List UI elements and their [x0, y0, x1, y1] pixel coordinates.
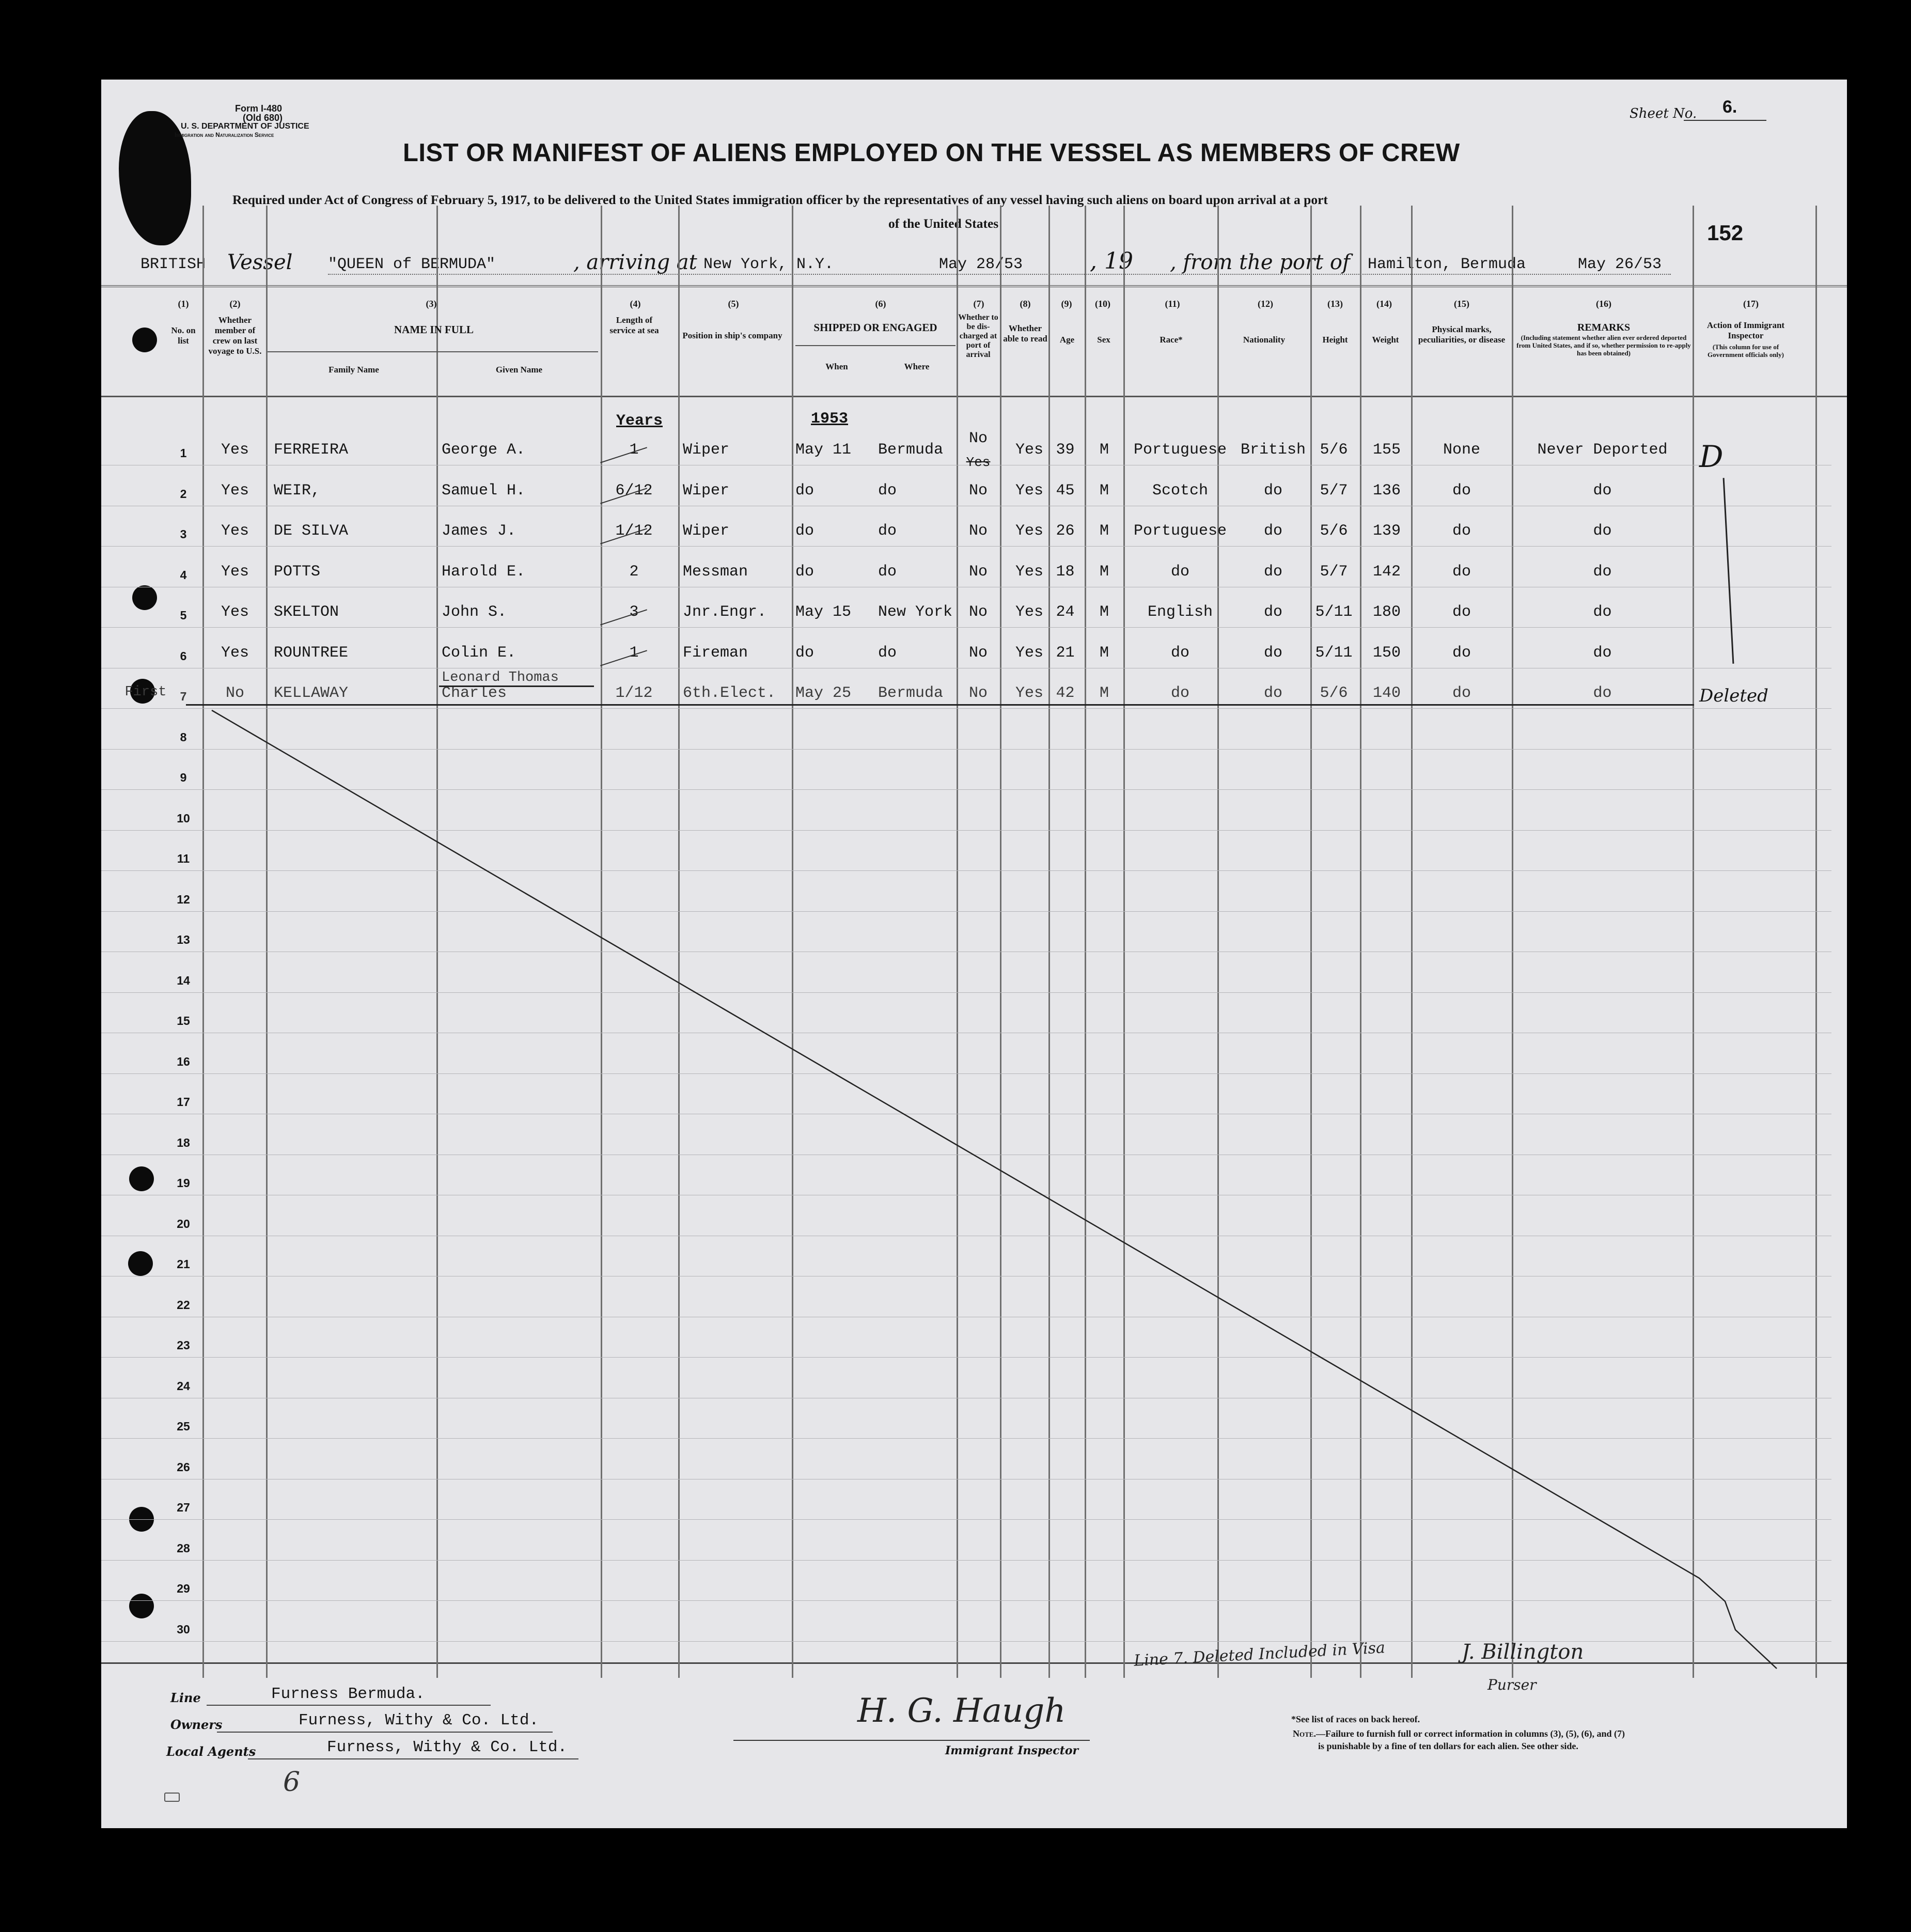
cell-read: Yes: [1015, 563, 1043, 581]
cell-marks: do: [1452, 522, 1471, 540]
cell-no: 5: [180, 609, 187, 622]
years-heading: Years: [616, 412, 663, 430]
footer-handwritten-number: 6: [283, 1767, 301, 1798]
col-number: (15): [1454, 299, 1469, 309]
union-label: [164, 1793, 180, 1802]
cell-remarks: do: [1593, 522, 1612, 540]
line-number: 25: [177, 1420, 190, 1433]
cell-member: Yes: [221, 441, 249, 459]
cell-family: KELLAWAY: [274, 684, 349, 702]
row-rule: [101, 1073, 1831, 1074]
cell-when: do: [795, 644, 814, 662]
cell-service: 2: [629, 563, 639, 581]
column-rule: [1000, 206, 1001, 1678]
cell-member: Yes: [221, 563, 249, 581]
cell-member: Yes: [221, 644, 249, 662]
row-rule: [101, 870, 1831, 871]
col-number: (8): [1020, 299, 1031, 309]
header-physical-marks: Physical marks, peculiarities, or disease: [1418, 324, 1506, 345]
cell-marks: do: [1452, 603, 1471, 621]
footer-owners-rule: [217, 1732, 553, 1733]
column-rule: [957, 206, 958, 1678]
table-bottom-rule: [101, 1662, 1847, 1664]
col-number: (16): [1596, 299, 1611, 309]
inspector-signature-rule: [733, 1740, 1090, 1741]
cell-height: 5/11: [1315, 644, 1353, 662]
cell-race: English: [1147, 603, 1213, 621]
cell-when: do: [795, 481, 814, 500]
header-age: Age: [1059, 335, 1075, 345]
note-label: Note.: [1293, 1728, 1316, 1739]
line-number: 14: [177, 973, 190, 987]
cell-discharged: No: [968, 684, 988, 702]
cell-position: Wiper: [683, 522, 730, 540]
voyage-underline: [328, 274, 1671, 275]
cell-when: May 15: [795, 603, 852, 621]
races-note: *See list of races on back hereof.: [1291, 1714, 1420, 1724]
binder-hole: [128, 1251, 153, 1276]
column-rule: [202, 206, 204, 1678]
cell-nationality: do: [1263, 481, 1282, 500]
cell-race: do: [1170, 644, 1189, 662]
name-header-rule: [268, 351, 598, 352]
cell-read: Yes: [1015, 522, 1043, 540]
cell-height: 5/7: [1320, 481, 1348, 500]
cell-no: 2: [180, 487, 187, 501]
purser-signature: J. Billington: [1462, 1640, 1584, 1664]
cell-weight: 142: [1372, 563, 1401, 581]
subtitle-line1: Required under Act of Congress of February 5, 1917, to be delivered to the United States immigration officer by the representatives of any vessel having such aliens on board upon arrival at a port: [232, 192, 1328, 207]
row-rule: [101, 1357, 1831, 1358]
line-number: 23: [177, 1338, 190, 1352]
cell-height: 5/6: [1320, 684, 1348, 702]
footer-agents-label: Local Agents: [166, 1744, 256, 1759]
footer-line-label: Line: [170, 1690, 201, 1705]
col-number: (13): [1327, 299, 1343, 309]
cell-given: James J.: [442, 522, 516, 540]
line-number: 11: [177, 852, 190, 865]
cell-weight: 155: [1372, 441, 1401, 459]
row-rule: [101, 708, 1831, 709]
header-family-name: Family Name: [328, 365, 379, 375]
table-top-rule: [101, 285, 1847, 287]
cell-age: 42: [1056, 684, 1075, 702]
row-rule: [101, 1560, 1831, 1561]
line-number: 16: [177, 1054, 190, 1068]
col-number: (1): [178, 299, 189, 309]
cell-no: 7: [180, 690, 187, 703]
column-rule: [792, 206, 793, 1678]
column-rule: [601, 206, 602, 1678]
cell-read: Yes: [1015, 603, 1043, 621]
cell-sex: M: [1099, 563, 1109, 581]
arriving-port: New York, N.Y.: [703, 256, 834, 273]
cell-service: 1: [629, 441, 639, 459]
cell-discharged: No: [968, 644, 988, 662]
line-number: 20: [177, 1217, 190, 1230]
binder-hole: [132, 585, 157, 610]
binder-hole: [129, 1594, 154, 1618]
sheet-number-underline: [1684, 120, 1766, 121]
department-name: U. S. DEPARTMENT OF JUSTICE: [181, 122, 309, 131]
row-rule: [101, 789, 1831, 790]
cell-weight: 140: [1372, 684, 1401, 702]
header-shipped-engaged: SHIPPED OR ENGAGED: [813, 321, 937, 334]
arrival-date: May 28/53: [939, 256, 1023, 273]
col-number: (2): [229, 299, 241, 309]
cell-when: do: [795, 563, 814, 581]
cell-nationality: do: [1263, 644, 1282, 662]
header-name-in-full: NAME IN FULL: [394, 323, 474, 336]
row-rule: [101, 1600, 1831, 1601]
col-number: (12): [1258, 299, 1273, 309]
cell-when: do: [795, 522, 814, 540]
cell-where: Bermuda: [878, 684, 944, 702]
cell-nationality: do: [1263, 563, 1282, 581]
cell-nationality: do: [1263, 684, 1282, 702]
column-rule: [1512, 206, 1513, 1678]
cell-remarks: do: [1593, 644, 1612, 662]
col-number: (4): [630, 299, 641, 309]
column-rule: [1693, 206, 1694, 1678]
cell-service: 1: [629, 644, 639, 662]
footer-owners-label: Owners: [170, 1717, 223, 1732]
header-able-to-read: Whether able to read: [1003, 323, 1047, 344]
cell-marks: do: [1452, 644, 1471, 662]
col-number: (9): [1061, 299, 1072, 309]
cell-given: Colin E.: [442, 644, 516, 662]
cell-margin-note: First: [124, 684, 167, 700]
cell-weight: 150: [1372, 644, 1401, 662]
cell-age: 45: [1056, 481, 1075, 500]
cell-weight: 139: [1372, 522, 1401, 540]
row-rule: [101, 749, 1831, 750]
header-height: Height: [1322, 335, 1348, 345]
header-position: Position in ship's company: [682, 331, 782, 340]
row-rule: [101, 911, 1831, 912]
cell-no: 1: [180, 446, 187, 460]
cell-service: 6/12: [615, 481, 653, 500]
cell-when: May 11: [795, 441, 852, 459]
header-where: Where: [904, 362, 930, 371]
form-number: Form I-480: [235, 103, 283, 114]
cell-age: 21: [1056, 644, 1075, 662]
header-given-name: Given Name: [495, 365, 543, 375]
cell-position: 6th.Elect.: [683, 684, 776, 702]
line-number: 29: [177, 1582, 190, 1595]
row-rule: [101, 627, 1831, 628]
cell-service: 1/12: [615, 522, 653, 540]
departure-port: Hamilton, Bermuda: [1368, 256, 1526, 273]
col-number: (7): [973, 299, 984, 309]
deleted-mark: Deleted: [1699, 685, 1768, 706]
header-discharged: Whether to be dis-charged at port of arrival: [958, 313, 998, 359]
column-rule: [1411, 206, 1413, 1678]
document-title: LIST OR MANIFEST OF ALIENS EMPLOYED ON THE VESSEL AS MEMBERS OF CREW: [403, 139, 1460, 167]
cell-where: Bermuda: [878, 441, 944, 459]
cell-discharged: No: [968, 430, 988, 447]
line-number: 12: [177, 892, 190, 906]
cell-read: Yes: [1015, 644, 1043, 662]
from-label: , from the port of: [1170, 251, 1350, 274]
cell-nationality: British: [1240, 441, 1306, 459]
header-weight: Weight: [1372, 335, 1399, 345]
inspector-signature: H. G. Haugh: [857, 1692, 1066, 1730]
cell-remarks: do: [1593, 603, 1612, 621]
cell-sex: M: [1099, 481, 1109, 500]
cell-marks: do: [1452, 481, 1471, 500]
cell-service: 1/12: [615, 684, 653, 702]
header-action-note: (This column for use of Government officials only): [1707, 343, 1784, 359]
cell-sex: M: [1099, 441, 1109, 459]
cell-height: 5/7: [1320, 563, 1348, 581]
line-number: 22: [177, 1298, 190, 1312]
cell-race: Portuguese: [1133, 441, 1227, 459]
line-number: 13: [177, 933, 190, 946]
header-remarks: REMARKS: [1577, 322, 1631, 333]
cell-where: do: [878, 563, 897, 581]
cell-family: ROUNTREE: [274, 644, 349, 662]
cell-position: Wiper: [683, 481, 730, 500]
header-member: Whether member of crew on last voyage to U.S.: [208, 315, 262, 356]
row-rule: [101, 1438, 1831, 1439]
cell-age: 24: [1056, 603, 1075, 621]
line-number: 9: [180, 771, 187, 784]
col-number: (5): [728, 299, 739, 309]
col-number: (17): [1743, 299, 1759, 309]
cell-member: Yes: [221, 522, 249, 540]
cell-member: Yes: [221, 481, 249, 500]
header-no-on-list: No. on list: [171, 325, 196, 346]
column-rule: [1217, 206, 1219, 1678]
inspector-mark: D: [1699, 439, 1724, 474]
column-rule: [1815, 206, 1817, 1678]
column-rule: [266, 206, 268, 1678]
cell-discharged: No: [968, 603, 988, 621]
cell-family: DE SILVA: [274, 522, 349, 540]
subtitle-line2: of the United States: [888, 216, 999, 231]
cell-age: 39: [1056, 441, 1075, 459]
cell-position: Fireman: [683, 644, 748, 662]
cell-sex: M: [1099, 684, 1109, 702]
cell-remarks: Never Deported: [1537, 441, 1668, 459]
cell-family: FERREIRA: [274, 441, 349, 459]
cell-height: 5/6: [1320, 522, 1348, 540]
cell-race: do: [1170, 684, 1189, 702]
cell-sex: M: [1099, 644, 1109, 662]
line-number: 24: [177, 1379, 190, 1393]
cell-given-struck: Leonard Thomas: [442, 670, 559, 685]
header-sex: Sex: [1097, 335, 1110, 345]
cell-given: Samuel H.: [442, 481, 526, 500]
cell-sex: M: [1099, 603, 1109, 621]
col-number: (11): [1165, 299, 1180, 309]
line-number: 21: [177, 1257, 190, 1271]
col-number: (10): [1095, 299, 1110, 309]
cell-remarks: do: [1593, 481, 1612, 500]
header-when: When: [825, 362, 848, 371]
cell-where: do: [878, 644, 897, 662]
footer-line-value: Furness Bermuda.: [271, 1685, 425, 1703]
given-name-strike: [439, 685, 594, 687]
col-number: (3): [426, 299, 437, 309]
row-7-strike: [186, 704, 1694, 706]
cell-discharged: No: [968, 563, 988, 581]
cell-sex: M: [1099, 522, 1109, 540]
line-number: 10: [177, 811, 190, 825]
cell-nationality: do: [1263, 522, 1282, 540]
cell-remarks: do: [1593, 684, 1612, 702]
cell-given: Harold E.: [442, 563, 526, 581]
cell-read: Yes: [1015, 481, 1043, 500]
cell-race: Portuguese: [1133, 522, 1227, 540]
header-length-service: Length of service at sea: [609, 315, 659, 335]
binder-hole: [132, 328, 157, 352]
cell-discharged: No: [968, 522, 988, 540]
cell-no: 3: [180, 527, 187, 541]
cell-given: George A.: [442, 441, 526, 459]
vessel-label: Vessel: [227, 251, 293, 274]
cell-family: WEIR,: [274, 481, 321, 500]
cell-race: Scotch: [1152, 481, 1209, 500]
column-rule: [678, 206, 680, 1678]
header-remarks-note: (Including statement whether alien ever ordered deported from United States, and if so, whether permission to re-apply has been obtained): [1516, 334, 1691, 357]
cell-position: Messman: [683, 563, 748, 581]
cell-discharged-struck: Yes: [966, 455, 991, 470]
col-number: (14): [1376, 299, 1392, 309]
line-number: 27: [177, 1501, 190, 1514]
footer-agents-value: Furness, Withy & Co. Ltd.: [327, 1738, 568, 1756]
cell-marks: do: [1452, 684, 1471, 702]
line-number: 26: [177, 1460, 190, 1474]
column-rule: [1085, 206, 1086, 1678]
binder-hole: [129, 1166, 154, 1191]
cell-where: do: [878, 481, 897, 500]
cell-member: No: [225, 684, 244, 702]
line-number: 15: [177, 1014, 190, 1027]
cell-nationality: do: [1263, 603, 1282, 621]
row-rule: [101, 546, 1831, 547]
page-stamp: 152: [1707, 221, 1744, 245]
note-text-2: is punishable by a fine of ten dollars for each alien. See other side.: [1318, 1741, 1578, 1751]
sheet-label: Sheet No.: [1630, 106, 1697, 121]
cell-read: Yes: [1015, 684, 1043, 702]
year-label: , 19: [1090, 248, 1133, 274]
column-rule: [1123, 206, 1125, 1678]
column-rule: [1360, 206, 1361, 1678]
cell-age: 26: [1056, 522, 1075, 540]
note-text-1: —Failure to furnish full or correct information in columns (3), (5), (6), and (7): [1316, 1728, 1625, 1739]
col-number: (6): [875, 299, 886, 309]
cell-family: SKELTON: [274, 603, 339, 621]
sheet-number: 6.: [1722, 97, 1737, 117]
cell-no: 6: [180, 649, 187, 663]
cell-service: 3: [629, 603, 639, 621]
cell-position: Jnr.Engr.: [683, 603, 767, 621]
shipped-header-rule: [795, 345, 956, 346]
line-number: 19: [177, 1176, 190, 1190]
column-rule: [1310, 206, 1312, 1678]
cell-no: 4: [180, 568, 187, 582]
cell-race: do: [1170, 563, 1189, 581]
header-action-inspector: Action of Immigrant Inspector: [1706, 320, 1785, 340]
column-rule: [436, 206, 438, 1678]
header-nationality: Nationality: [1243, 335, 1286, 345]
column-rule: [1048, 206, 1050, 1678]
cell-member: Yes: [221, 603, 249, 621]
vessel-name: "QUEEN of BERMUDA": [328, 256, 496, 273]
service-name: Immigration and Naturalization Service: [175, 131, 274, 138]
row-rule: [101, 992, 1831, 993]
purser-title: Purser: [1487, 1676, 1537, 1693]
cell-family: POTTS: [274, 563, 321, 581]
cell-given: Charles: [442, 684, 507, 702]
line-number: 28: [177, 1541, 190, 1555]
cell-weight: 136: [1372, 481, 1401, 500]
header-race: Race*: [1160, 335, 1183, 345]
cell-given: John S.: [442, 603, 507, 621]
deletion-note: Line 7. Deleted Included in Visa: [1133, 1639, 1386, 1670]
line-number: 30: [177, 1622, 190, 1636]
cell-remarks: do: [1593, 563, 1612, 581]
footer-agents-rule: [248, 1758, 578, 1759]
row-rule: [101, 1519, 1831, 1520]
line-number: 8: [180, 730, 187, 744]
vessel-flag: BRITISH: [140, 256, 206, 273]
line-number: 18: [177, 1135, 190, 1149]
arriving-label: , arriving at: [573, 251, 697, 274]
cell-where: do: [878, 522, 897, 540]
header-bottom-rule: [101, 396, 1847, 397]
cell-marks: do: [1452, 563, 1471, 581]
footer-line-rule: [207, 1705, 491, 1706]
inspector-title: Immigrant Inspector: [945, 1744, 1079, 1757]
cell-weight: 180: [1372, 603, 1401, 621]
cell-position: Wiper: [683, 441, 730, 459]
row-rule: [101, 830, 1831, 831]
form-old-number: (Old 680): [243, 113, 283, 123]
cell-when: May 25: [795, 684, 852, 702]
line-number: 17: [177, 1095, 190, 1109]
cell-height: 5/11: [1315, 603, 1353, 621]
cell-height: 5/6: [1320, 441, 1348, 459]
cell-discharged: No: [968, 481, 988, 500]
departure-date: May 26/53: [1578, 256, 1662, 273]
year-heading: 1953: [811, 410, 849, 428]
cell-where: New York: [878, 603, 953, 621]
cell-marks: None: [1443, 441, 1480, 459]
cell-read: Yes: [1015, 441, 1043, 459]
cell-age: 18: [1056, 563, 1075, 581]
footer-owners-value: Furness, Withy & Co. Ltd.: [299, 1711, 539, 1730]
